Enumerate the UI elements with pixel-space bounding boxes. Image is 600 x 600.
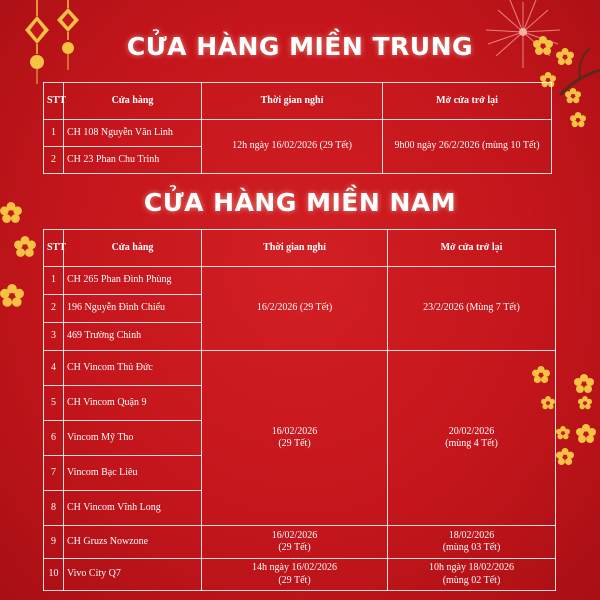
title-mien-nam: CỬA HÀNG MIỀN NAM [143,188,457,217]
row-store: CH Vincom Quận 9 [64,386,202,421]
reopen-time-group4 [388,559,556,591]
header-store: Cửa hàng [64,230,202,267]
row-stt: 1 [44,267,64,295]
row-store: 469 Trường Chinh [64,323,202,351]
table-mien-nam [43,229,556,591]
apricot-blossom-icon [565,88,581,104]
closed-date: 16/02/2026 [271,425,318,437]
row-stt: 2 [44,295,64,323]
closed-date: 14h ngày 16/02/2026 [252,562,337,573]
title-mien-trung: CỬA HÀNG MIỀN TRUNG [126,32,474,61]
apricot-blossom-icon [556,448,574,466]
table-header-row [44,230,556,267]
row-stt: 5 [44,386,64,421]
apricot-blossom-icon [576,424,596,444]
table-row [44,267,556,295]
row-stt: 7 [44,456,64,491]
header-stt: STT [44,83,64,120]
row-stt: 8 [44,491,64,526]
row-store: CH 108 Nguyễn Văn Linh [64,120,202,147]
row-stt: 9 [44,526,64,559]
closed-time-group4 [202,559,388,591]
row-store: CH Vincom Vĩnh Long [64,491,202,526]
header-reopen: Mở cửa trở lại [383,83,552,120]
closed-lunar: (29 Tết) [278,542,311,553]
header-store: Cửa hàng [64,83,202,120]
reopen-date: 20/02/2026 [448,425,495,437]
apricot-blossom-icon [556,426,570,440]
row-store: Vincom Bạc Liêu [64,456,202,491]
reopen-lunar: (mùng 02 Tết) [442,574,501,586]
apricot-blossom-icon [578,396,592,410]
row-stt: 6 [44,421,64,456]
row-store: Vivo City Q7 [64,559,202,591]
row-stt: 4 [44,351,64,386]
table-row [44,351,556,386]
row-stt: 10 [44,559,64,591]
reopen-lunar: (mùng 4 Tết) [445,438,498,449]
reopen-date: 18/02/2026 [448,529,495,541]
table-row [44,526,556,559]
reopen-time-group3 [388,526,556,559]
apricot-blossom-icon [570,112,586,128]
row-store: CH 265 Phan Đình Phùng [64,267,202,295]
row-stt: 3 [44,323,64,351]
closed-lunar: (29 Tết) [278,574,311,586]
closed-time-group2 [202,351,388,526]
table-header-row [44,83,552,120]
apricot-blossom-icon [574,374,594,394]
row-store: CH Vincom Thủ Đức [64,351,202,386]
reopen-date: 10h ngày 18/02/2026 [429,562,514,573]
row-store: CH 23 Phan Chu Trinh [64,147,202,174]
table-row [44,559,556,591]
reopen-time-group1: 23/2/2026 (Mùng 7 Tết) [388,267,556,351]
closed-time: 12h ngày 16/02/2026 (29 Tết) [202,120,383,174]
reopen-time-group2 [388,351,556,526]
header-closed: Thời gian nghỉ [202,83,383,120]
reopen-lunar: (mùng 03 Tết) [442,542,501,553]
reopen-time: 9h00 ngày 26/2/2026 (mùng 10 Tết) [383,120,552,174]
closed-time-group3 [202,526,388,559]
apricot-blossom-icon [0,284,24,308]
table-mien-trung [43,82,552,174]
row-store: CH Gruzs Nowzone [64,526,202,559]
header-closed: Thời gian nghỉ [202,230,388,267]
row-store: 196 Nguyễn Đình Chiểu [64,295,202,323]
apricot-blossom-icon [14,236,36,258]
closed-time-group1: 16/2/2026 (29 Tết) [202,267,388,351]
closed-date: 16/02/2026 [271,529,318,541]
row-store: Vincom Mỹ Tho [64,421,202,456]
row-stt: 2 [44,147,64,174]
row-stt: 1 [44,120,64,147]
closed-lunar: (29 Tết) [278,438,311,449]
table-row [44,120,552,147]
header-reopen: Mở cửa trở lại [388,230,556,267]
header-stt: STT [44,230,64,267]
